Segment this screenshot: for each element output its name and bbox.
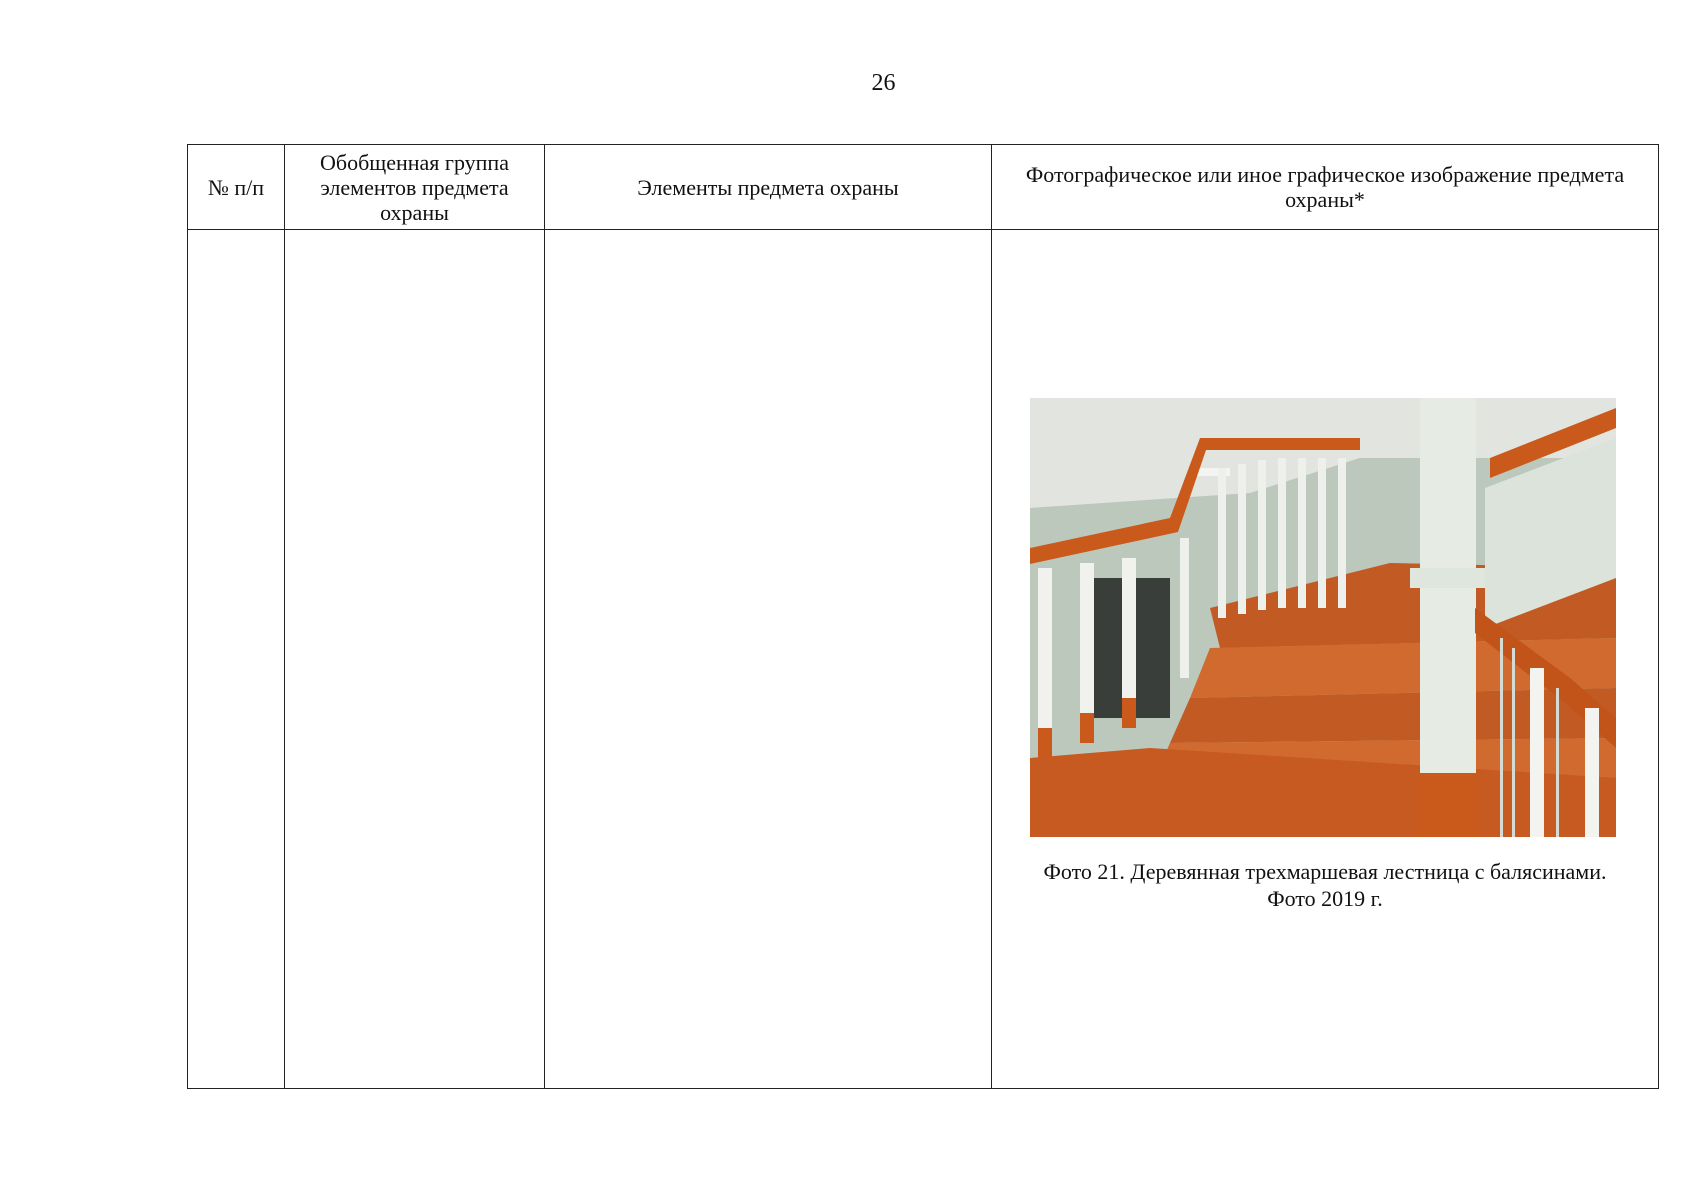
cell-number (188, 230, 285, 1089)
header-image: Фотографическое или иное графическое изображение предмета охраны* (992, 145, 1659, 230)
photo-caption-line2: Фото 2019 г. (1267, 886, 1383, 911)
header-number: № п/п (188, 145, 285, 230)
cell-group (285, 230, 545, 1089)
cell-image (992, 230, 1659, 1089)
header-elements: Элементы предмета охраны (545, 145, 992, 230)
table-header-row (188, 145, 1659, 230)
header-group: Обобщенная группа элементов предмета охраны (285, 145, 545, 230)
table-row (188, 230, 1659, 1089)
protection-subject-table (187, 144, 1659, 1089)
page-number: 26 (871, 70, 896, 96)
cell-elements (545, 230, 992, 1089)
photo-caption-line1: Фото 21. Деревянная трехмаршевая лестница с балясинами. (1043, 859, 1607, 884)
staircase-illustration (1030, 398, 1616, 837)
staircase-photo (1030, 398, 1616, 837)
photo-caption (992, 858, 1658, 912)
